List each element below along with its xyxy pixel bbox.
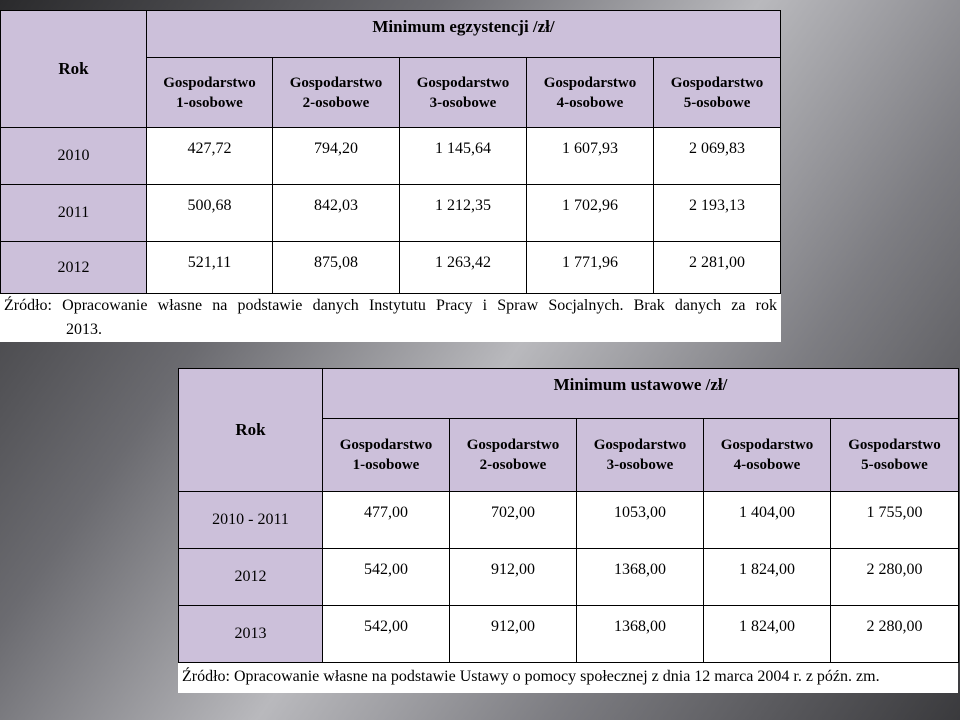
table-cell: 1 824,00 <box>704 606 831 663</box>
table-cell: 1368,00 <box>577 549 704 606</box>
column-header: Gospodarstwo 5-osobowe <box>831 419 959 492</box>
table-cell: 794,20 <box>273 128 400 185</box>
column-header: Gospodarstwo 3-osobowe <box>577 419 704 492</box>
row-year: 2010 <box>1 128 147 185</box>
table-row <box>1 185 781 242</box>
source-note-line1: Źródło: Opracowanie własne na podstawie danych Instytutu Pracy i Spraw Socjalnych. Brak danych za rok <box>4 297 777 314</box>
table-cell: 1 755,00 <box>831 492 959 549</box>
column-header: Gospodarstwo 1-osobowe <box>323 419 450 492</box>
table-cell: 1 824,00 <box>704 549 831 606</box>
minimum-ustawowe-table <box>178 368 959 663</box>
table-cell: 1 404,00 <box>704 492 831 549</box>
table-row <box>1 242 781 294</box>
column-header: Gospodarstwo 3-osobowe <box>400 58 527 128</box>
table-cell: 521,11 <box>147 242 273 294</box>
table-cell: 1 145,64 <box>400 128 527 185</box>
row-year: 2013 <box>179 606 323 663</box>
source-note-line1: Źródło: Opracowanie własne na podstawie Ustawy o pomocy społecznej z dnia 12 marca 2004 r. z późn. zm. <box>182 668 880 685</box>
minimum-egzystencji-table <box>0 10 781 294</box>
table-cell: 912,00 <box>450 549 577 606</box>
source-note-line2: 2013. <box>66 321 102 338</box>
column-header: Gospodarstwo 5-osobowe <box>654 58 781 128</box>
column-header: Gospodarstwo 4-osobowe <box>704 419 831 492</box>
rok-header: Rok <box>1 11 147 128</box>
table-cell: 875,08 <box>273 242 400 294</box>
row-year: 2012 <box>179 549 323 606</box>
table-cell: 1 607,93 <box>527 128 654 185</box>
table-row <box>179 606 959 663</box>
table-cell: 1053,00 <box>577 492 704 549</box>
table-row <box>179 549 959 606</box>
table-panel-minimum-ustawowe <box>178 368 958 693</box>
table-title: Minimum egzystencji /zł/ <box>147 11 781 58</box>
table-row <box>179 492 959 549</box>
table-cell: 2 193,13 <box>654 185 781 242</box>
row-year: 2012 <box>1 242 147 294</box>
rok-header: Rok <box>179 369 323 492</box>
table-cell: 702,00 <box>450 492 577 549</box>
column-header: Gospodarstwo 1-osobowe <box>147 58 273 128</box>
column-header: Gospodarstwo 2-osobowe <box>273 58 400 128</box>
table-cell: 2 281,00 <box>654 242 781 294</box>
table-title: Minimum ustawowe /zł/ <box>323 369 959 419</box>
table-cell: 2 280,00 <box>831 606 959 663</box>
table-cell: 2 069,83 <box>654 128 781 185</box>
table-cell: 1368,00 <box>577 606 704 663</box>
table-cell: 500,68 <box>147 185 273 242</box>
table-cell: 2 280,00 <box>831 549 959 606</box>
row-year: 2010 - 2011 <box>179 492 323 549</box>
table-cell: 427,72 <box>147 128 273 185</box>
table-panel-minimum-egzystencji <box>0 10 781 342</box>
table-cell: 1 212,35 <box>400 185 527 242</box>
table-cell: 1 263,42 <box>400 242 527 294</box>
table-cell: 1 702,96 <box>527 185 654 242</box>
table-row <box>1 128 781 185</box>
row-year: 2011 <box>1 185 147 242</box>
column-header: Gospodarstwo 2-osobowe <box>450 419 577 492</box>
table-cell: 842,03 <box>273 185 400 242</box>
table-cell: 1 771,96 <box>527 242 654 294</box>
column-header: Gospodarstwo 4-osobowe <box>527 58 654 128</box>
table-cell: 912,00 <box>450 606 577 663</box>
table-cell: 542,00 <box>323 549 450 606</box>
table-cell: 477,00 <box>323 492 450 549</box>
table-cell: 542,00 <box>323 606 450 663</box>
